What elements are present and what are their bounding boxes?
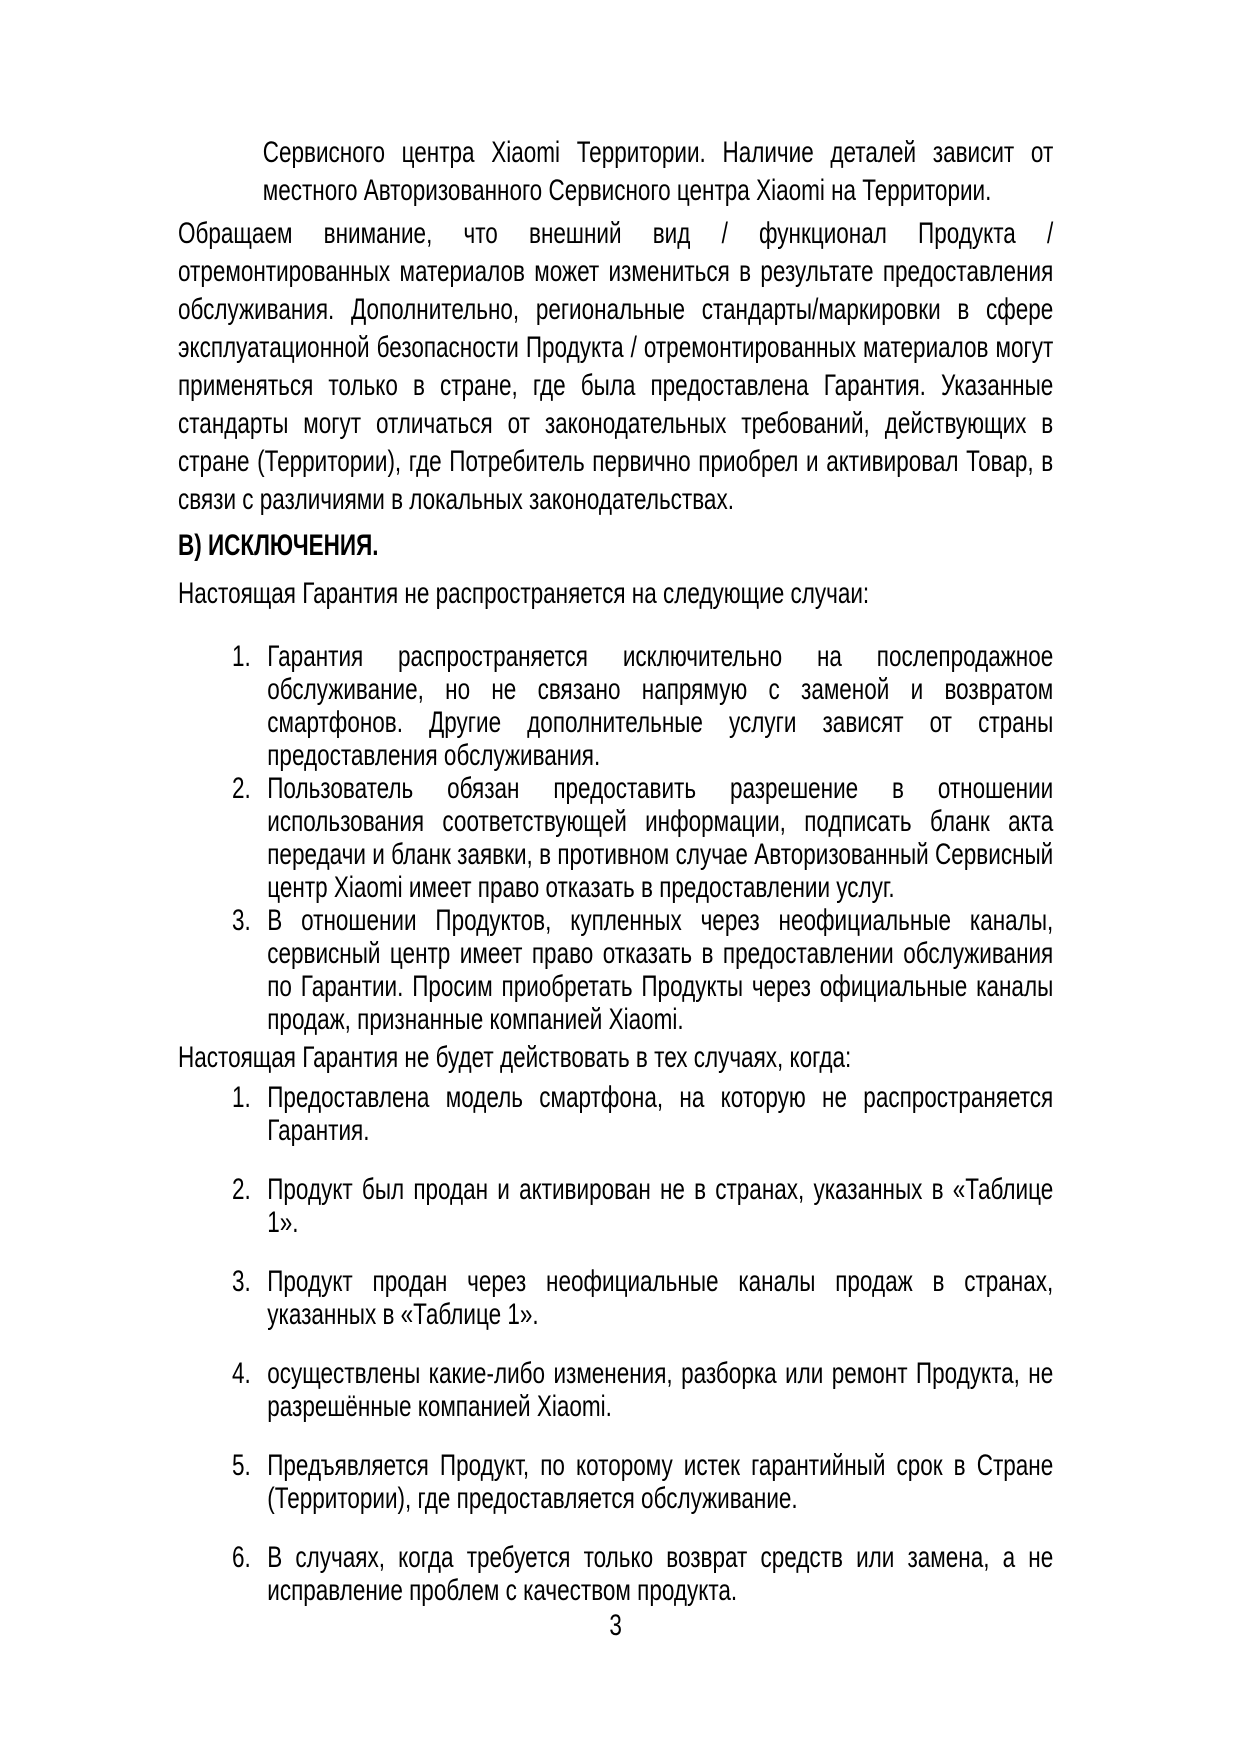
- list-item: [178, 1173, 1053, 1239]
- list-item-text: Продукт продан через неофициальные каналы продаж в странах, указанных в «Таблице 1».: [267, 1265, 1054, 1331]
- exclusions-intro: Настоящая Гарантия не распространяется на следующие случаи:: [178, 577, 870, 610]
- list-item: [178, 772, 1053, 904]
- list-item: [178, 1265, 1053, 1331]
- list-item-number: 3.: [232, 1265, 251, 1298]
- section-heading-exclusions: В) ИСКЛЮЧЕНИЯ.: [178, 529, 379, 562]
- list-item-text: Предъявляется Продукт, по которому истек гарантийный срок в Стране (Территории), где предоставляется обслуживание.: [267, 1449, 1054, 1515]
- list-item: [178, 640, 1053, 772]
- page-content: [178, 134, 1053, 1645]
- page-number: 3: [609, 1609, 622, 1642]
- list-item-number: 2.: [232, 772, 251, 805]
- void-intro: Настоящая Гарантия не будет действовать в тех случаях, когда:: [178, 1041, 852, 1074]
- list-item-number: 1.: [232, 640, 251, 673]
- list-item-text: Пользователь обязан предоставить разрешение в отношении использования соответствующей информации, подписать бланк акта передачи и бланк заявки, в противном случае Авторизованный Сервисный центр Xiaomi имеет право отказать в предоставлении услуг.: [267, 772, 1054, 904]
- list-item-text: осуществлены какие-либо изменения, разборка или ремонт Продукта, не разрешённые компанией Xiaomi.: [267, 1357, 1054, 1423]
- list-item: [178, 1357, 1053, 1423]
- exclusions-list: [178, 640, 1053, 1036]
- list-item-number: 3.: [232, 904, 251, 937]
- list-item: [178, 1081, 1053, 1147]
- notice-paragraph: Обращаем внимание, что внешний вид / функционал Продукта / отремонтированных материалов может измениться в результате предоставления обслуживания. Дополнительно, региональные стандарты/маркировки в сфере эксплуатационной безопасности Продукта / отремонтированных материалов могут применяться только в стране, где была предоставлена Гарантия. Указанные стандарты могут отличаться от законодательных требований, действующих в стране (Территории), где Потребитель первично приобрел и активировал Товар, в связи с различиями в локальных законодательствах.: [178, 217, 1054, 516]
- list-item-text: В случаях, когда требуется только возврат средств или замена, а не исправление проблем с качеством продукта.: [267, 1541, 1054, 1607]
- list-item-text: В отношении Продуктов, купленных через неофициальные каналы, сервисный центр имеет право отказать в предоставлении обслуживания по Гарантии. Просим приобретать Продукты через официальные каналы продаж, признанные компанией Xiaomi.: [267, 904, 1054, 1036]
- list-item-number: 6.: [232, 1541, 251, 1574]
- list-item: [178, 904, 1053, 1036]
- list-item-text: Продукт был продан и активирован не в странах, указанных в «Таблице 1».: [267, 1173, 1054, 1239]
- list-item-text: Гарантия распространяется исключительно на послепродажное обслуживание, но не связано напрямую с заменой и возвратом смартфонов. Другие дополнительные услуги зависят от страны предоставления обслуживания.: [267, 640, 1054, 772]
- list-item-number: 4.: [232, 1357, 251, 1390]
- list-item-number: 2.: [232, 1173, 251, 1206]
- list-item: [178, 1449, 1053, 1515]
- void-cases-list: [178, 1081, 1053, 1607]
- list-item: [178, 1541, 1053, 1607]
- list-item-number: 1.: [232, 1081, 251, 1114]
- list-item-number: 5.: [232, 1449, 251, 1482]
- list-item-text: Предоставлена модель смартфона, на которую не распространяется Гарантия.: [267, 1081, 1054, 1147]
- continuation-paragraph: Сервисного центра Xiaomi Территории. Наличие деталей зависит от местного Авторизованного Сервисного центра Xiaomi на Территории.: [262, 136, 1054, 207]
